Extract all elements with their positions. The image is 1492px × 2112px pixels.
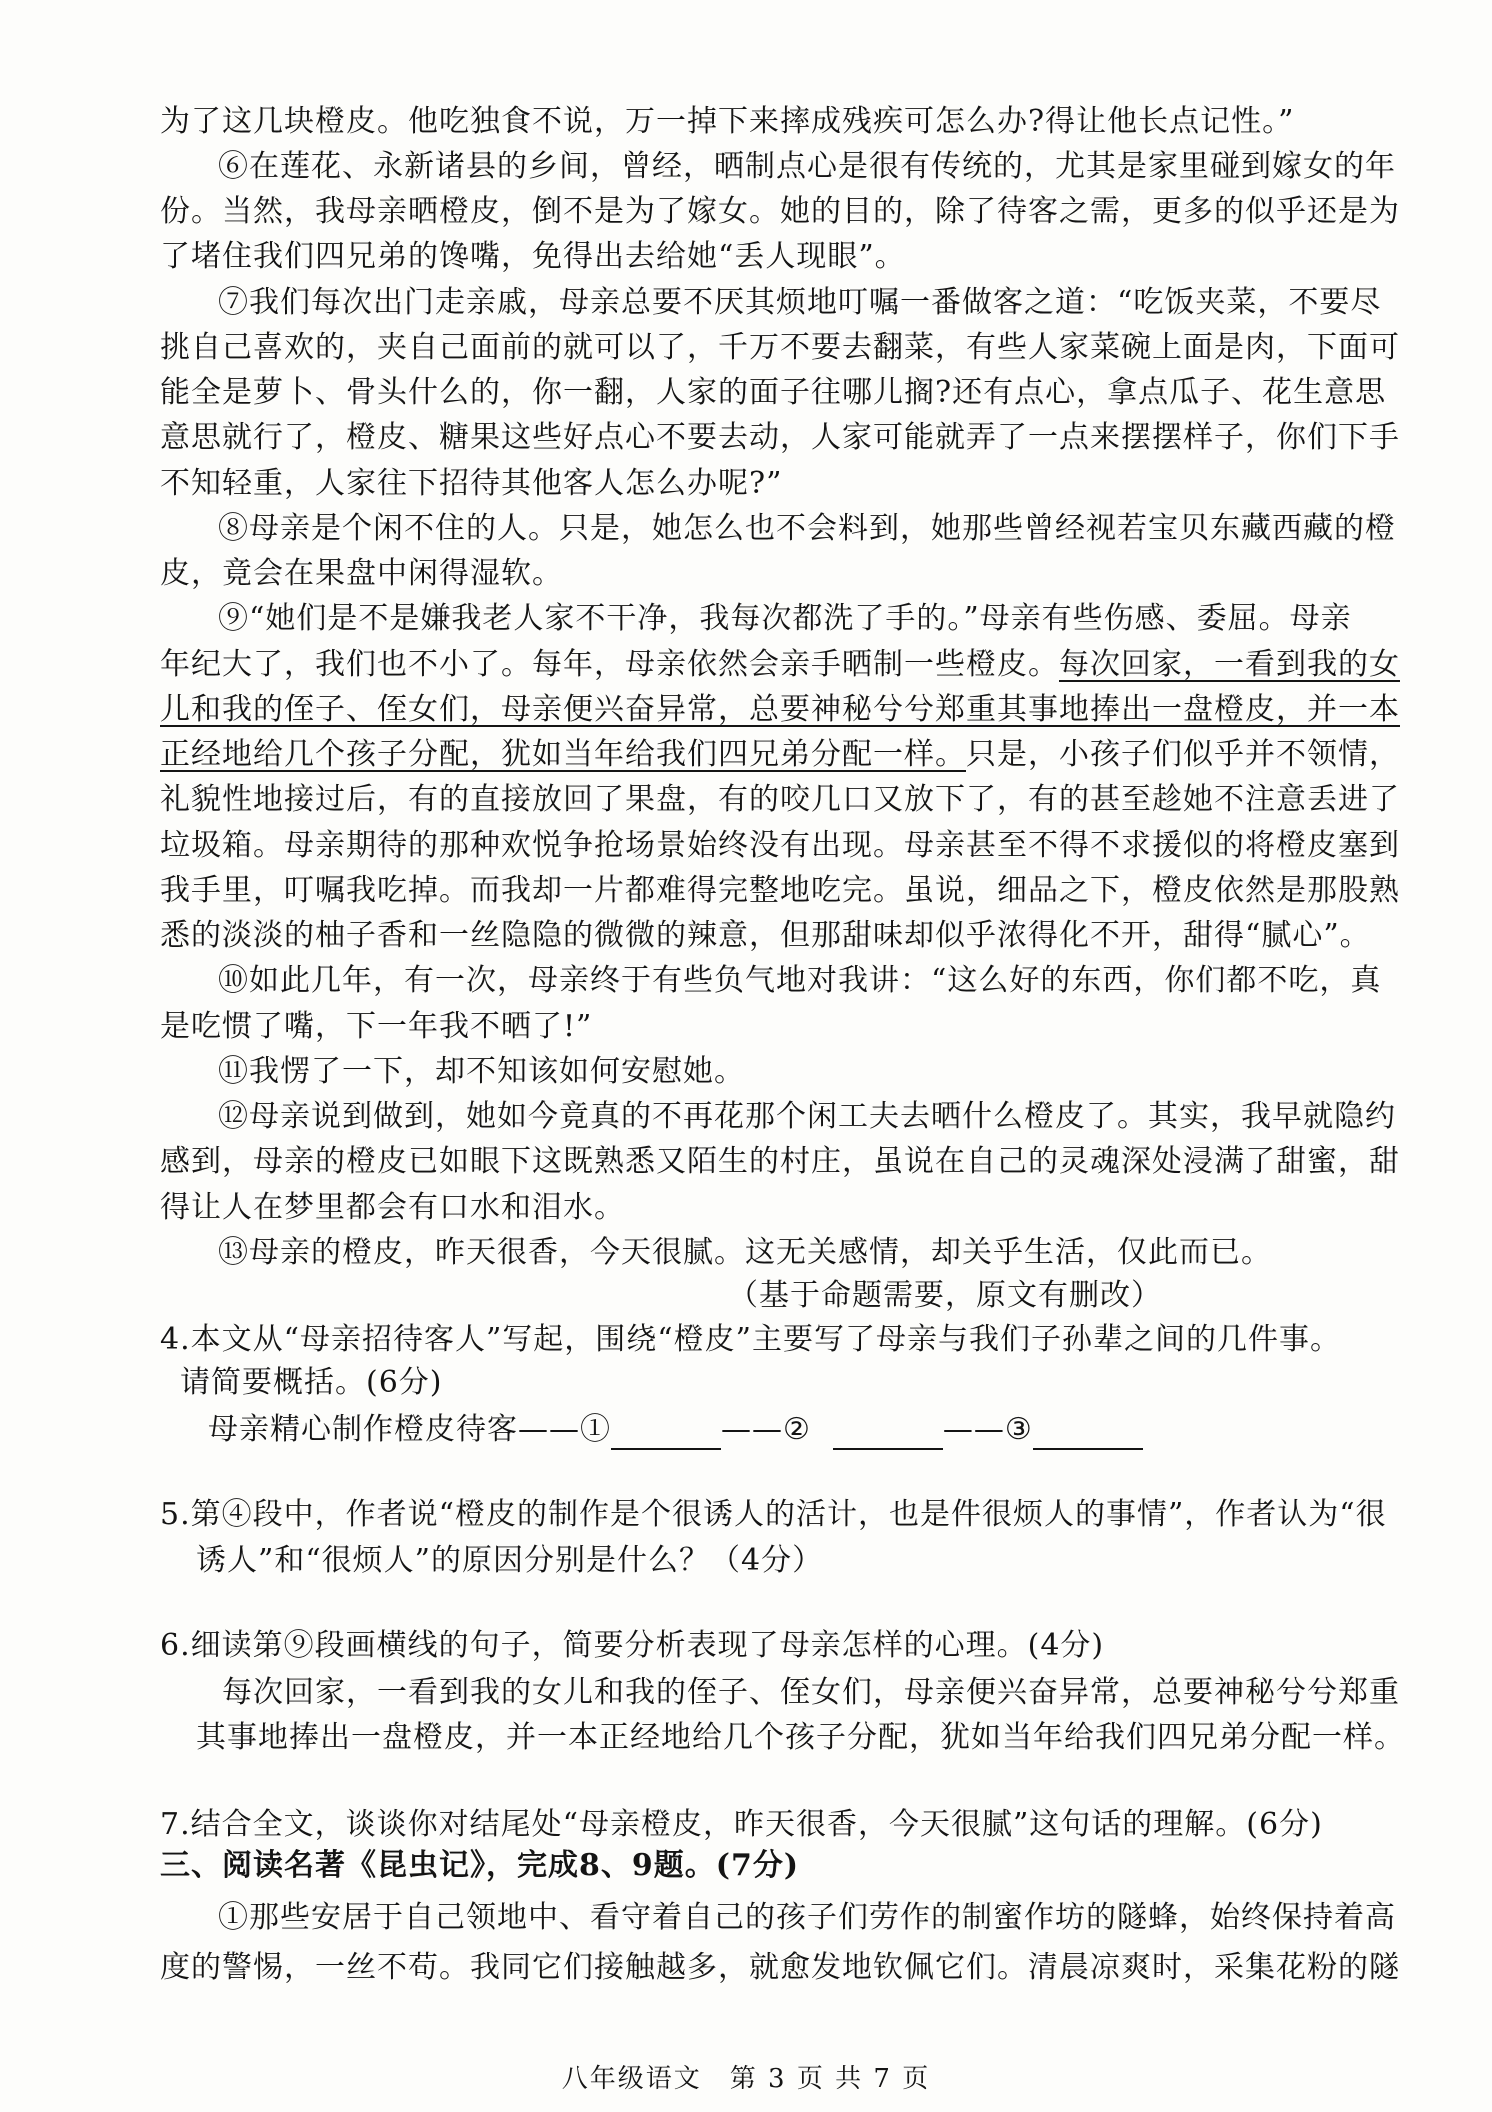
passage-text: 只是，小孩子们似乎并不领情，: [966, 737, 1400, 772]
answer-blank-1[interactable]: [611, 1418, 721, 1450]
passage-line: ⑥在莲花、永新诸县的乡间，曾经，晒制点心是很有传统的，尤其是家里碰到嫁女的年: [218, 149, 1396, 184]
chain-start: 母亲精心制作橙皮待客——①: [208, 1412, 611, 1447]
passage-line: 礼貌性地接过后，有的直接放回了果盘，有的咬几口又放下了，有的甚至趁她不注意丢进了: [160, 782, 1400, 817]
underlined-sentence: 每次回家，一看到我的女: [1059, 647, 1400, 682]
passage-line: 不知轻重，人家往下招待其他客人怎么办呢?”: [160, 466, 783, 501]
answer-blank-2[interactable]: [833, 1418, 943, 1450]
underlined-sentence: 正经地给几个孩子分配，犹如当年给我们四兄弟分配一样。: [160, 737, 966, 772]
question-6: 6.细读第⑨段画横线的句子，简要分析表现了母亲怎样的心理。(4分): [160, 1628, 1105, 1663]
passage-line: 悉的淡淡的柚子香和一丝隐隐的微微的辣意，但那甜味却似乎浓得化不开，甜得“腻心”。: [160, 918, 1371, 953]
section-3-line: ①那些安居于自己领地中、看守着自己的孩子们劳作的制蜜作坊的隧蜂，始终保持着高: [218, 1900, 1396, 1935]
source-note: （基于命题需要，原文有删改）: [728, 1278, 1162, 1313]
passage-line: 了堵住我们四兄弟的馋嘴，免得出去给她“丢人现眼”。: [160, 239, 906, 274]
passage-line: 为了这几块橙皮。他吃独食不说，万一掉下来摔成残疾可怎么办?得让他长点记性。”: [160, 104, 1295, 139]
passage-line: 我手里，叮嘱我吃掉。而我却一片都难得完整地吃完。虽说，细品之下，橙皮依然是那股熟: [160, 873, 1400, 908]
question-4-line: 请简要概括。(6分): [180, 1365, 443, 1400]
passage-line: ⑧母亲是个闲不住的人。只是，她怎么也不会料到，她那些曾经视若宝贝东藏西藏的橙: [218, 511, 1396, 546]
passage-line: 意思就行了，橙皮、糖果这些好点心不要去动，人家可能就弄了一点来摆摆样子，你们下手: [160, 420, 1400, 455]
passage-line: ⑫母亲说到做到，她如今竟真的不再花那个闲工夫去晒什么橙皮了。其实，我早就隐约: [218, 1099, 1396, 1134]
question-6-quote: 其事地捧出一盘橙皮，并一本正经地给几个孩子分配，犹如当年给我们四兄弟分配一样。: [196, 1720, 1405, 1755]
passage-line: 是吃惯了嘴，下一年我不晒了!”: [160, 1009, 593, 1044]
passage-line: 垃圾箱。母亲期待的那种欢悦争抢场景始终没有出现。母亲甚至不得不求援似的将橙皮塞到: [160, 828, 1400, 863]
question-5-line: 诱人”和“很烦人”的原因分别是什么？（4分）: [196, 1543, 824, 1578]
underlined-sentence: 儿和我的侄子、侄女们，母亲便兴奋异常，总要神秘兮兮郑重其事地捧出一盘橙皮，并一本: [160, 692, 1400, 727]
chain-sep: ——③: [942, 1412, 1033, 1447]
passage-line: ⑬母亲的橙皮，昨天很香，今天很腻。这无关感情，却关乎生活，仅此而已。: [218, 1235, 1272, 1270]
question-5: 5.第④段中，作者说“橙皮的制作是个很诱人的活计，也是件很烦人的事情”，作者认为“很: [160, 1497, 1387, 1532]
answer-blank-3[interactable]: [1033, 1418, 1143, 1450]
passage-line: 感到，母亲的橙皮已如眼下这既熟悉又陌生的村庄，虽说在自己的灵魂深处浸满了甜蜜，甜: [160, 1144, 1400, 1179]
passage-line: ⑦我们每次出门走亲戚，母亲总要不厌其烦地叮嘱一番做客之道：“吃饭夹菜，不要尽: [218, 285, 1382, 320]
question-6-quote: 每次回家，一看到我的女儿和我的侄子、侄女们，母亲便兴奋异常，总要神秘兮兮郑重: [222, 1675, 1400, 1710]
passage-line: ⑩如此几年，有一次，母亲终于有些负气地对我讲：“这么好的东西，你们都不吃，真: [218, 963, 1382, 998]
section-3-line: 度的警惕，一丝不苟。我同它们接触越多，就愈发地钦佩它们。清晨凉爽时，采集花粉的隧: [160, 1950, 1400, 1985]
page-footer: 八年级语文 第 3 页 共 7 页: [561, 2064, 931, 2094]
question-4: 4.本文从“母亲招待客人”写起，围绕“橙皮”主要写了母亲与我们子孙辈之间的几件事。: [160, 1322, 1341, 1357]
question-7: 7.结合全文，谈谈你对结尾处“母亲橙皮，昨天很香，今天很腻”这句话的理解。(6分): [160, 1807, 1323, 1842]
passage-line: 份。当然，我母亲晒橙皮，倒不是为了嫁女。她的目的，除了待客之需，更多的似乎还是为: [160, 194, 1400, 229]
passage-line: 得让人在梦里都会有口水和泪水。: [160, 1190, 625, 1225]
section-3-heading: 三、阅读名著《昆虫记》，完成8、9题。(7分): [160, 1848, 800, 1883]
passage-line: 皮，竟会在果盘中闲得湿软。: [160, 556, 563, 591]
passage-line: [160, 645, 1400, 685]
passage-line: [160, 735, 1400, 775]
question-4-chain: [208, 1410, 1388, 1450]
passage-line: 挑自己喜欢的，夹自己面前的就可以了，千万不要去翻菜，有些人家菜碗上面是肉，下面可: [160, 330, 1400, 365]
passage-text: 年纪大了，我们也不小了。每年，母亲依然会亲手晒制一些橙皮。: [160, 647, 1059, 682]
passage-line: 能全是萝卜、骨头什么的，你一翻，人家的面子往哪儿搁?还有点心，拿点瓜子、花生意思: [160, 375, 1387, 410]
passage-line: ⑪我愣了一下，却不知该如何安慰她。: [218, 1054, 745, 1089]
passage-line: ⑨“她们是不是嫌我老人家不干净，我每次都洗了手的。”母亲有些伤感、委屈。母亲: [218, 601, 1352, 636]
chain-sep: ——②: [721, 1412, 811, 1447]
